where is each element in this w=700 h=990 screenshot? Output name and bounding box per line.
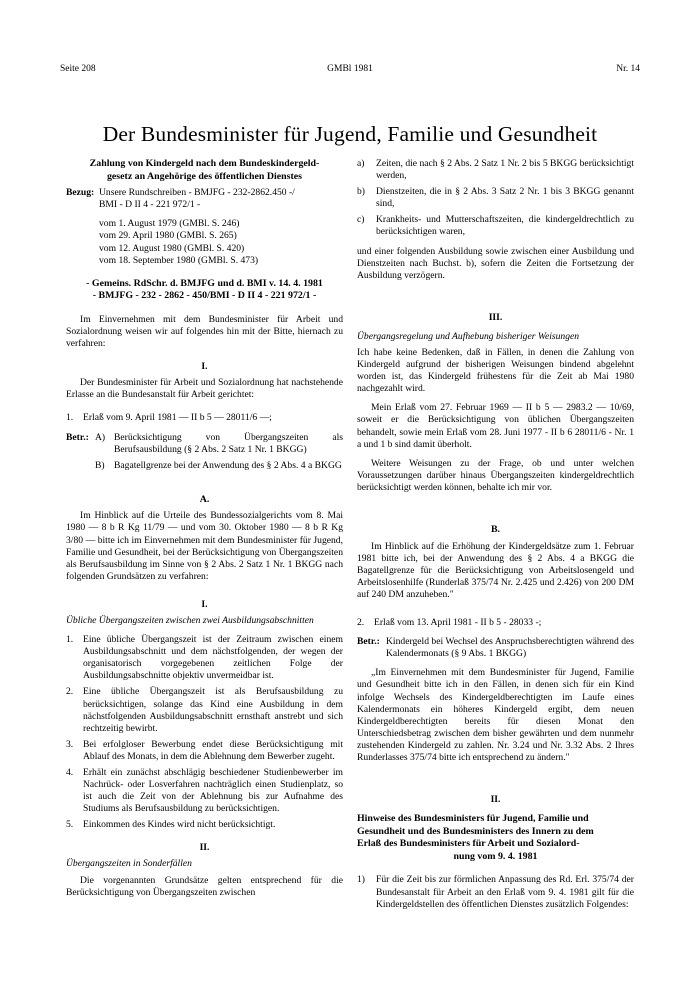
lettered-item-marker: b) — [357, 186, 365, 198]
column-left — [66, 158, 343, 899]
subsection-heading-III: III. — [488, 311, 503, 323]
list-item — [66, 634, 343, 682]
erlass-1-row — [66, 412, 343, 424]
quoted-decree-text: „Im Einvernehmen mit dem Bundesminister für Jugend, Familie und Gesundheit bitte ich in den Fällen, in denen sich für ein Kind infolge Wechsels des Kindergeldberechtigten im Laufe eines Kalendermonats ein höheres Kindergeld ergibt, dem neuen Kindergeldberechtigten bereits für diesen Monat den Unterschiedsbetrag zwischen dem bisher gewährten und dem nunmehr zustehenden Kindergeld zu zahlen. Nr. 3.24 und Nr. 3.32 Abs. 2 Ihres Runderlasses 375/74 bitte ich entsprechend zu ändern." — [357, 667, 634, 763]
list-item-text: Erhält ein zunächst abschlägig beschiedener Studienbewerber im Nachrück- oder Losverfahren nachträglich einen Studienplatz, so ist auch die Zeit von der Ablehnung bis zur Aufnahme des Studiums als Berufsausbildung zu berücksichtigen. — [83, 766, 343, 815]
betr-label: Betr.: — [66, 431, 89, 443]
betr-label: Betr.: — [357, 636, 380, 648]
betr-text: Kindergeld bei Wechsel des Anspruchsberechtigten während des Kalendermonats (§ 9 Abs. 1 BKGG) — [386, 636, 634, 660]
bezug-reference — [99, 187, 343, 211]
column-right — [357, 158, 634, 911]
section-II-title-line-3: Erlaß des Bundesministers für Arbeit und Sozialord- — [357, 838, 580, 850]
lettered-item-text: Dienstzeiten, die in § 2 Abs. 3 Satz 2 Nr. 1 bis 3 BKGG genannt sind, — [376, 186, 634, 210]
lettered-item — [357, 186, 634, 210]
list-item-text: Bei erfolgloser Bewerbung endet diese Berücksichtigung mit Ablauf des Monats, in dem die Ablehnung dem Bewerber zugeht. — [83, 738, 343, 762]
article-heading-A: A. — [199, 493, 210, 505]
subsection-III-title: Übergangsregelung und Aufhebung bisheriger Weisungen — [357, 330, 580, 342]
lettered-item — [357, 158, 634, 182]
list-item-number: 2. — [66, 686, 74, 698]
bezug-circular-item: vom 18. September 1980 (GMBl. S. 473) — [99, 254, 259, 266]
journal-title: GMBl 1981 — [327, 64, 373, 74]
document-heading — [66, 158, 343, 183]
page-title: Der Bundesminister für Jugend, Familie und Gesundheit — [102, 122, 598, 147]
running-head — [60, 62, 640, 76]
bezug-circular-list — [99, 218, 343, 266]
lettered-item-text: Krankheits- und Mutterschaftszeiten, die kindergeldrechtlich zu berücksichtigen waren, — [376, 214, 634, 238]
numbered-item — [357, 874, 634, 910]
section-heading-II: II. — [490, 794, 501, 806]
intro-paragraph: Im Einvernehmen mit dem Bundesminister für Arbeit und Sozialordnung weisen wir auf folgendes hin mit der Bitte, hiernach zu verfahren: — [66, 313, 343, 350]
subsection-II-text: Die vorgenannten Grundsätze gelten entsprechend für die Berücksichtigung von Übergangszeiten zwischen — [66, 874, 343, 898]
subsection-III-paragraph-1: Ich habe keine Bedenken, daß in Fällen, in denen die Zahlung von Kindergeld aufgrund der bisherigen Weisungen bindend abgelehnt worden ist, das Kindergeld frühestens für die Zeit ab Mai 1980 nachgezahlt wird. — [357, 346, 634, 395]
document-heading-line-2: gesetz an Angehörige des öffentlichen Dienstes — [106, 170, 302, 182]
lettered-item-marker: c) — [357, 214, 365, 226]
subsection-heading-I: I. — [201, 598, 208, 610]
section-I-intro: Der Bundesminister für Arbeit und Sozialordnung hat nachstehende Erlasse an die Bundesanstalt für Arbeit gerichtet: — [66, 377, 343, 401]
list-item-text: Eine übliche Übergangszeit ist als Berufsausbildung zu berücksichtigen, solange das Kind eine Ausbildung in dem nächstfolgenden Ausbildungsabschnitt ernsthaft anstrebt und sich rechtzeitig bewirbt. — [83, 686, 343, 734]
erlass-2-row — [357, 617, 634, 629]
bezug-circular-item: vom 1. August 1979 (GMBl. S. 246) — [99, 218, 240, 230]
erlass-2-text: Erlaß vom 13. April 1981 - II b 5 - 28033 -; — [374, 617, 542, 629]
list-item — [66, 686, 343, 734]
erlass-1-number: 1. — [66, 412, 74, 424]
article-A-intro: Im Hinblick auf die Urteile des Bundessozialgerichts vom 8. Mai 1980 — 8 b R Kg 11/79 — und vom 30. Oktober 1980 — 8 b R Kg 3/80 — bitte ich im Einvernehmen mit dem Bundesminister für Jugend, Familie und Gesundheit, bei der Berücksichtigung von Übergangszeiten als Berufsausbildung im Sinne von § 2 Abs. 2 Satz 1 Nr. 1 BKGG nach folgenden Grundsätzen zu verfahren: — [66, 510, 343, 582]
bezug-circular-item: vom 29. April 1980 (GMBl. S. 265) — [99, 230, 237, 242]
section-II-title-line-2: Gesundheit und des Bundesministers des Innern zu dem — [357, 825, 594, 837]
bezug-line-2: BMI - D II 4 - 221 972/1 - — [99, 199, 201, 211]
bezug-label: Bezug: — [66, 187, 95, 199]
list-item-text: Eine übliche Übergangszeit ist der Zeitraum zwischen einem Ausbildungsabschnitt und dem nächstfolgenden, der wegen der organisatorisch vorgegebenen zeitlichen Folge der Ausbildungsabschnitte objektiv unvermeidbar ist. — [83, 634, 343, 682]
section-II-title — [357, 813, 634, 863]
section-heading-I: I. — [201, 361, 208, 373]
bezug-circular-item: vom 12. August 1980 (GMBl. S. 420) — [99, 242, 245, 254]
list-item — [66, 819, 343, 831]
subsection-heading-II: II. — [199, 842, 210, 854]
betr-text-b: Bagatellgrenze bei der Anwendung des § 2 Abs. 4 a BKGG — [114, 459, 342, 471]
subsection-II-title: Übergangszeiten in Sonderfällen — [66, 858, 192, 870]
list-item-text: Einkommen des Kindes wird nicht berücksichtigt. — [83, 819, 276, 831]
betr-text-a: Berücksichtigung von Übergangszeiten als Berufsausbildung (§ 2 Abs. 2 Satz 1 Nr. 1 BKGG) — [114, 431, 343, 455]
bezug-line-1: Unsere Rundschreiben - BMJFG - 232-2862.450 -/ — [99, 187, 295, 199]
subsection-III-paragraph-3: Weitere Weisungen zu der Frage, ob und unter welchen Voraussetzungen darüber hinaus Übergangszeiten kindergeldrechtlich berücksichtigt werden können, behalte ich mir vor. — [357, 457, 634, 493]
document-heading-line-1: Zahlung von Kindergeld nach dem Bundeskindergeld- — [89, 158, 320, 169]
lettered-item-text: Zeiten, die nach § 2 Abs. 2 Satz 1 Nr. 2 bis 5 BKGG berücksichtigt werden, — [376, 158, 634, 182]
subsection-III-paragraph-2: Mein Erlaß vom 27. Februar 1969 — II b 5 — 2983.2 — 10/69, soweit er die Berücksichtigung von üblichen Übergangszeiten behandelt, sowie mein Erlaß vom 28. Juni 1977 - II b 6 28011/6 - Nr. 1 a und 1 b sind damit überholt. — [357, 402, 634, 450]
list-item-number: 5. — [66, 819, 74, 831]
betr-row — [357, 636, 634, 660]
numbered-item-marker: 1) — [357, 874, 365, 886]
lettered-item-marker: a) — [357, 158, 365, 169]
lettered-list-closing: und einer folgenden Ausbildung sowie zwischen einer Ausbildung und Dienstzeiten nach Buchst. b), sofern die Zeiten die Fortsetzung der Ausbildung verzögern. — [357, 245, 634, 281]
erlass-1-text: Erlaß vom 9. April 1981 — II b 5 — 28011/6 —; — [83, 412, 272, 424]
issue-number: Nr. 14 — [616, 64, 640, 74]
list-item — [66, 767, 343, 815]
erlass-2-number: 2. — [357, 617, 365, 629]
joint-circular-line-2: - BMJFG - 232 - 2862 - 450/BMI - D II 4 - 221 972/1 - — [92, 290, 317, 302]
section-II-title-line-1: Hinweise des Bundesministers für Jugend, Familie und — [357, 813, 589, 825]
numbered-item-text: Für die Zeit bis zur förmlichen Anpassung des Rd. Erl. 375/74 der Bundesanstalt für Arbeit an den Erlaß vom 9. 4. 1981 gilt für die Kindergeldstellen des öffentlichen Dienstes zusätzlich Folgendes: — [376, 874, 634, 910]
betr-marker-a: A) — [95, 431, 106, 443]
page-number-left: Seite 208 — [60, 64, 96, 74]
list-item-number: 4. — [66, 766, 74, 778]
lettered-item — [357, 214, 634, 238]
list-item-number: 1. — [66, 634, 74, 646]
section-II-title-line-4: nung vom 9. 4. 1981 — [453, 850, 538, 862]
betr-row-a — [66, 432, 343, 456]
article-heading-B: B. — [490, 523, 501, 535]
subsection-I-title: Übliche Übergangszeiten zwischen zwei Ausbildungsabschnitten — [66, 614, 314, 626]
joint-circular-line-1: - Gemeins. RdSchr. d. BMJFG und d. BMI v. 14. 4. 1981 — [86, 277, 323, 289]
joint-circular-reference — [66, 278, 343, 303]
list-item-number: 3. — [66, 738, 74, 750]
bezug-row — [66, 187, 343, 211]
betr-row-b — [95, 460, 343, 472]
betr-marker-b: B) — [95, 459, 105, 471]
article-B-text: Im Hinblick auf die Erhöhung der Kindergeldsätze zum 1. Februar 1981 bitte ich, bei der Anwendung des § 2 Abs. 4 a BKGG die Bagatellgrenze für die Berücksichtigung von Arbeitslosengeld und Arbeitslosenhilfe (Runderlaß 375/74 Nr. 2.425 und 2.426) von 200 DM auf 240 DM anzuheben." — [357, 540, 634, 600]
list-item — [66, 739, 343, 763]
